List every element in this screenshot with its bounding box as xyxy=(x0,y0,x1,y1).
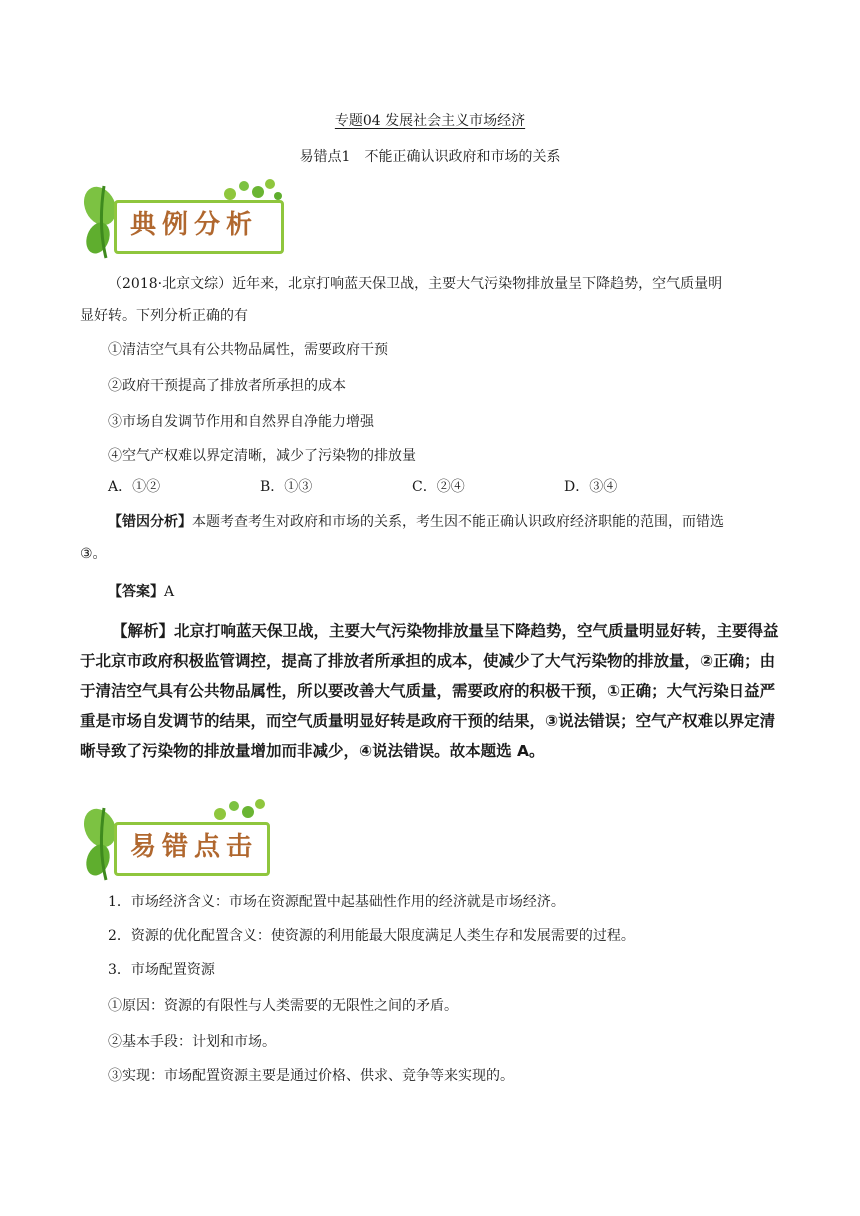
option-a: A．①② xyxy=(108,479,161,495)
error-label: 【错因分析】 xyxy=(108,514,192,530)
point-1: 1．市场经济含义：市场在资源配置中起基础性作用的经济就是市场经济。 xyxy=(108,894,565,910)
option-d: D．③④ xyxy=(564,479,618,495)
error-analysis xyxy=(108,506,788,538)
point-3-1: ①原因：资源的有限性与人类需要的无限性之间的矛盾。 xyxy=(108,998,458,1014)
error-text: 本题考查考生对政府和市场的关系，考生因不能正确认识政府经济职能的范围，而错选 xyxy=(192,514,724,530)
option-b: B．①③ xyxy=(260,479,313,495)
statement-4: ④空气产权难以界定清晰，减少了污染物的排放量 xyxy=(108,448,416,464)
answer-options xyxy=(108,476,788,500)
answer-line xyxy=(108,576,788,608)
banner-typical-example xyxy=(80,176,290,256)
answer-value: A xyxy=(164,584,175,600)
point-3-3: ③实现：市场配置资源主要是通过价格、供求、竞争等来实现的。 xyxy=(108,1068,514,1084)
statement-1: ①清洁空气具有公共物品属性，需要政府干预 xyxy=(108,342,388,358)
point-3: 3．市场配置资源 xyxy=(108,962,215,978)
banner-label: 易错点击 xyxy=(130,832,259,862)
banner-label: 典例分析 xyxy=(130,210,259,240)
answer-label: 【答案】 xyxy=(108,584,164,600)
statement-3: ③市场自发调节作用和自然界自净能力增强 xyxy=(108,414,374,430)
question-line-1: （2018·北京文综）近年来，北京打响蓝天保卫战，主要大气污染物排放量呈下降趋势，空气质量明 xyxy=(108,276,723,292)
error-text-line-2: ③。 xyxy=(80,546,107,562)
analysis-paragraph: 【解析】北京打响蓝天保卫战，主要大气污染物排放量呈下降趋势，空气质量明显好转，主要得益于北京市政府积极监管调控，提高了排放者所承担的成本，使减少了大气污染物的排放量，②正确；由于清洁空气具有公共物品属性，所以要改善大气质量，需要政府的积极干预，①正确；大气污染日益严重是市场自发调节的结果，而空气质量明显好转是政府干预的结果，③说法错误；空气产权难以界定清晰导致了污染物的排放量增加而非减少，④说法错误。故本题选 A。 xyxy=(80,622,779,760)
point-3-2: ②基本手段：计划和市场。 xyxy=(108,1034,276,1050)
option-c: C．②④ xyxy=(412,479,465,495)
question-line-2: 显好转。下列分析正确的有 xyxy=(80,308,248,324)
point-2: 2．资源的优化配置含义：使资源的利用能最大限度满足人类生存和发展需要的过程。 xyxy=(108,928,635,944)
banner-error-points xyxy=(80,798,290,878)
section-subtitle: 易错点1 不能正确认识政府和市场的关系 xyxy=(299,149,561,165)
statement-2: ②政府干预提高了排放者所承担的成本 xyxy=(108,378,346,394)
page-title: 专题04 发展社会主义市场经济 xyxy=(334,113,526,129)
